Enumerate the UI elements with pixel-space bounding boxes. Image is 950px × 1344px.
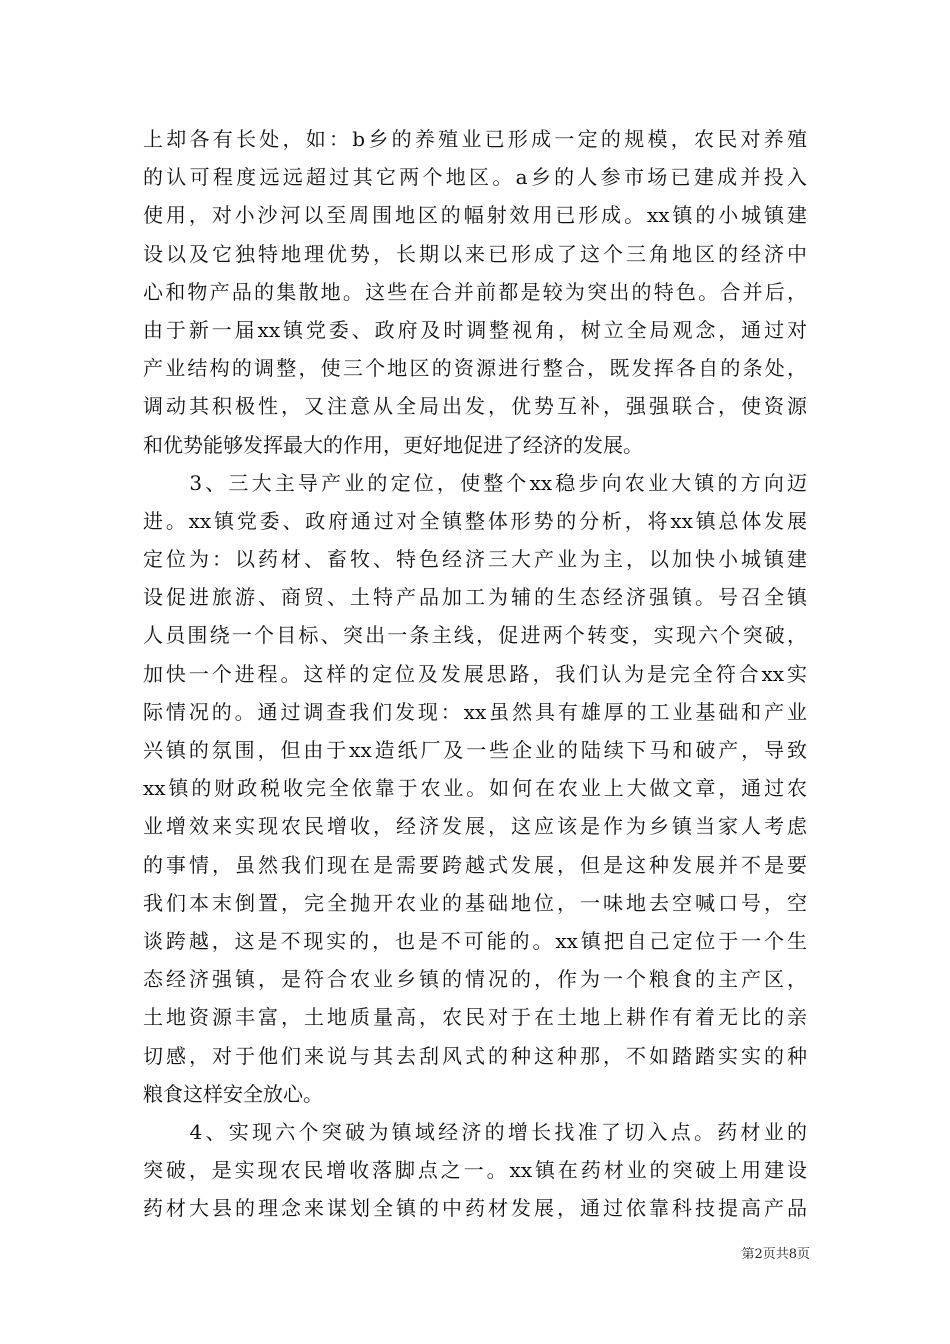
text-line: xx镇的财政税收完全依靠于农业。如何在农业上大做文章，通过农: [143, 776, 807, 801]
text-line: 粮食这样安全放心。: [143, 1081, 323, 1106]
text-line: 4、实现六个突破为镇域经济的增长找准了切入点。药材业的: [143, 1119, 807, 1144]
page-number: 第2页共8页: [741, 1247, 810, 1262]
text-line: 调动其积极性，又注意从全局出发，优势互补，强强联合，使资源: [143, 394, 807, 419]
text-line: 上却各有长处，如：b乡的养殖业已形成一定的规模，农民对养殖: [143, 127, 807, 151]
text-line: 定位为：以药材、畜牧、特色经济三大产业为主，以加快小城镇建: [143, 547, 807, 572]
text-line: 药材大县的理念来谋划全镇的中药材发展，通过依靠科技提高产品: [143, 1196, 807, 1221]
text-line: 设促进旅游、商贸、土特产品加工为辅的生态经济强镇。号召全镇: [143, 585, 807, 610]
text-line: 兴镇的氛围，但由于xx造纸厂及一些企业的陆续下马和破产，导致: [143, 738, 807, 762]
text-line: 使用，对小沙河以至周围地区的幅射效用已形成。xx镇的小城镇建: [143, 203, 807, 228]
text-line: 心和物产品的集散地。这些在合并前都是较为突出的特色。合并后，: [143, 279, 807, 304]
text-line: 态经济强镇，是符合农业乡镇的情况的，作为一个粮食的主产区，: [143, 967, 807, 992]
text-line: 和优势能够发挥最大的作用，更好地促进了经济的发展。: [143, 432, 643, 457]
text-line: 由于新一届xx镇党委、政府及时调整视角，树立全局观念，通过对: [143, 317, 807, 342]
text-line: 的认可程度远远超过其它两个地区。a乡的人参市场已建成并投入: [143, 165, 807, 190]
body-text: [143, 120, 807, 1227]
text-line: 业增效来实现农民增收，经济发展，这应该是作为乡镇当家人考虑: [143, 814, 807, 839]
text-line: 进。xx镇党委、政府通过对全镇整体形势的分析，将xx镇总体发展: [143, 508, 807, 533]
text-line: 3、三大主导产业的定位，使整个xx稳步向农业大镇的方向迈: [143, 470, 807, 495]
text-line: 设以及它独特地理优势，长期以来已形成了这个三角地区的经济中: [143, 241, 807, 266]
text-line: 我们本末倒置，完全抛开农业的基础地位，一味地去空喊口号，空: [143, 890, 807, 915]
text-line: 土地资源丰富，土地质量高，农民对于在土地上耕作有着无比的亲: [143, 1005, 807, 1030]
text-line: 人员围绕一个目标、突出一条主线，促进两个转变，实现六个突破，: [143, 623, 807, 648]
text-line: 际情况的。通过调查我们发现：xx虽然具有雄厚的工业基础和产业: [143, 699, 807, 724]
text-line: 产业结构的调整，使三个地区的资源进行整合，既发挥各自的条处，: [143, 356, 807, 381]
text-line: 突破，是实现农民增收落脚点之一。xx镇在药材业的突破上用建设: [143, 1158, 807, 1183]
text-line: 谈跨越，这是不现实的，也是不可能的。xx镇把自己定位于一个生: [143, 928, 807, 953]
text-line: 加快一个进程。这样的定位及发展思路，我们认为是完全符合xx实: [143, 661, 807, 686]
text-line: 的事情，虽然我们现在是需要跨越式发展，但是这种发展并不是要: [143, 852, 807, 877]
text-line: 切感，对于他们来说与其去刮风式的种这种那，不如踏踏实实的种: [143, 1043, 807, 1068]
